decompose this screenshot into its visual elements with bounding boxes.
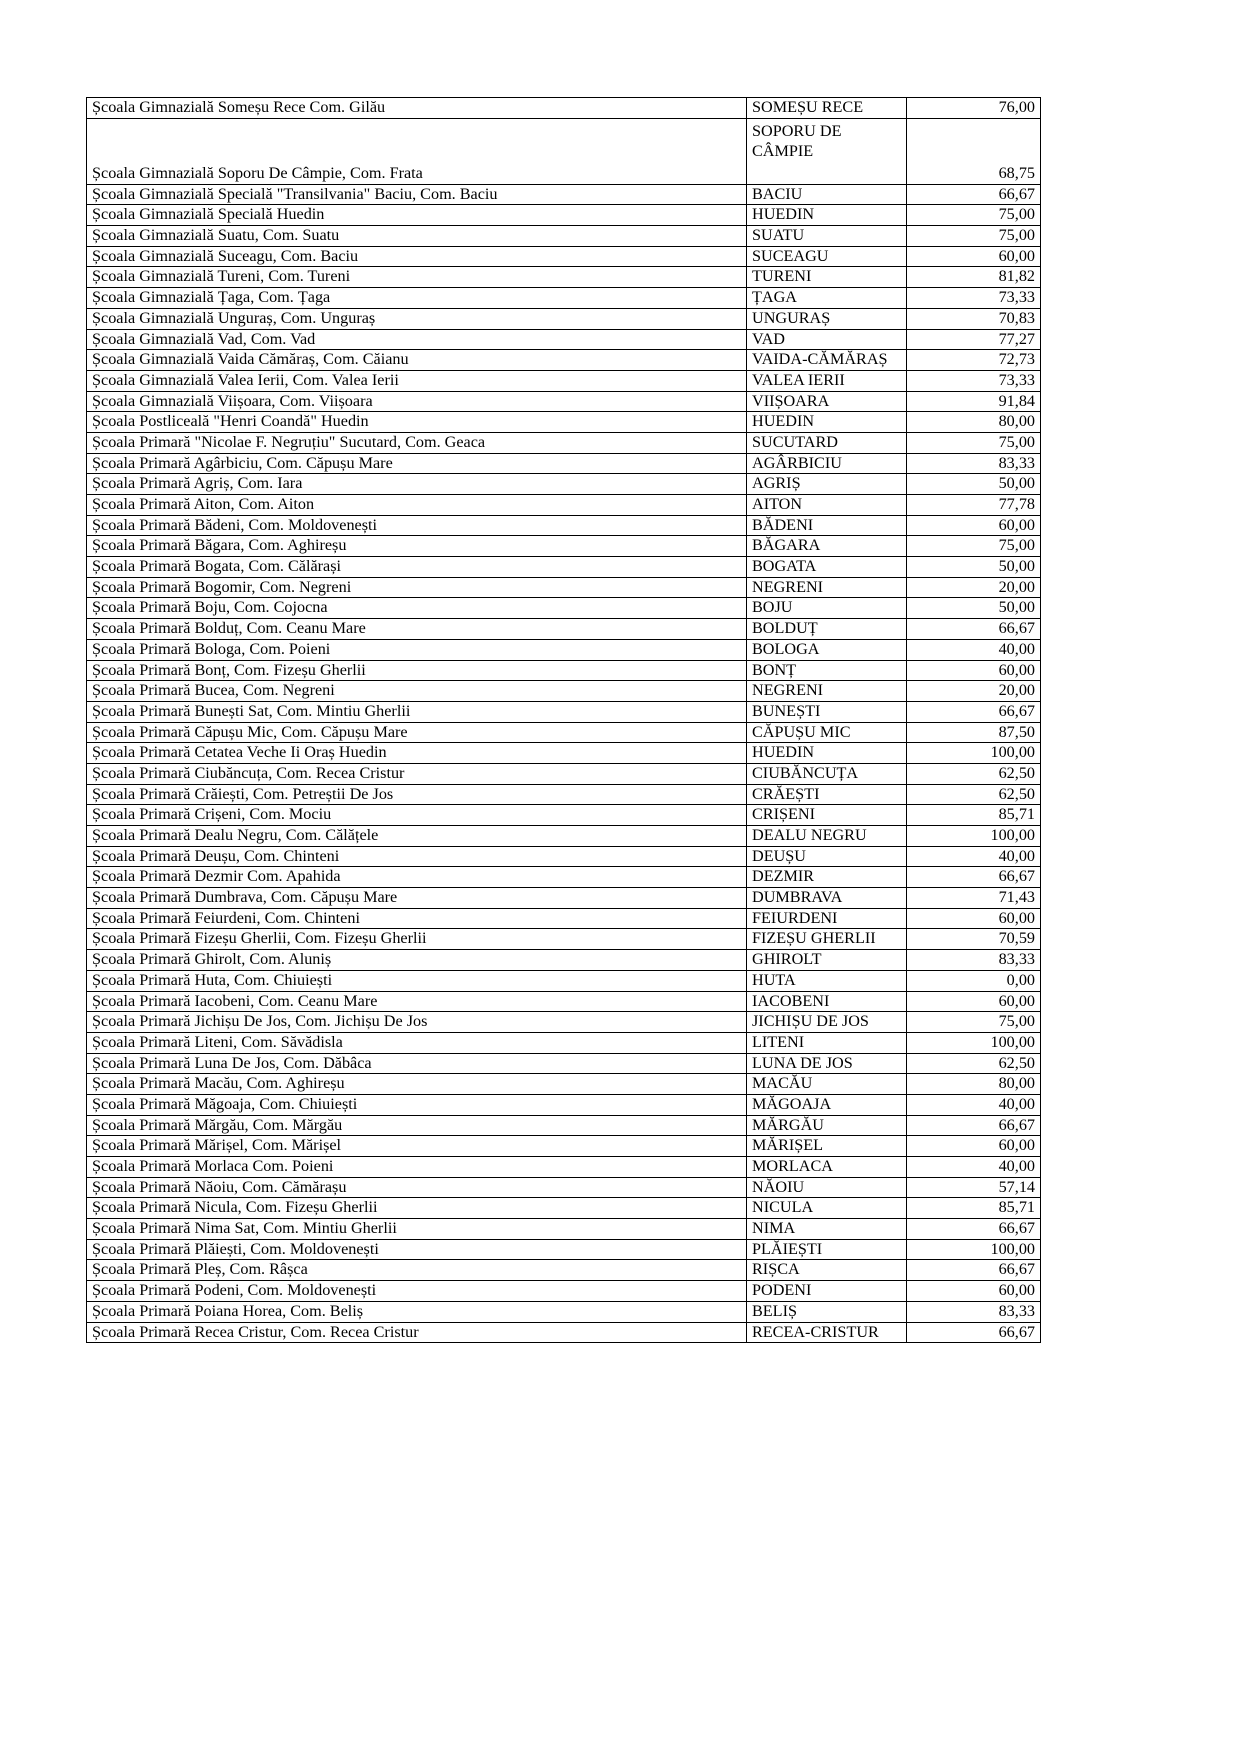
table-row	[87, 929, 1041, 950]
cell-value: 83,33	[907, 1301, 1041, 1322]
cell-unit-name: Școala Primară Ciubăncuța, Com. Recea Cristur	[87, 763, 747, 784]
cell-value: 60,00	[907, 660, 1041, 681]
cell-locality: BĂGARA	[747, 536, 907, 557]
cell-value: 75,00	[907, 205, 1041, 226]
cell-value: 66,67	[907, 1115, 1041, 1136]
table-row	[87, 908, 1041, 929]
cell-value: 81,82	[907, 267, 1041, 288]
cell-value: 60,00	[907, 991, 1041, 1012]
cell-locality: BOLOGA	[747, 639, 907, 660]
cell-value: 60,00	[907, 908, 1041, 929]
table-row	[87, 1239, 1041, 1260]
cell-locality: SOMEȘU RECE	[747, 98, 907, 119]
cell-value: 66,67	[907, 1260, 1041, 1281]
cell-value: 60,00	[907, 1281, 1041, 1302]
cell-locality: CRIȘENI	[747, 805, 907, 826]
cell-unit-name: Școala Primară Bolduț, Com. Ceanu Mare	[87, 619, 747, 640]
table-row	[87, 701, 1041, 722]
cell-unit-name: Școala Postliceală "Henri Coandă" Huedin	[87, 412, 747, 433]
cell-value: 70,83	[907, 308, 1041, 329]
cell-value: 71,43	[907, 888, 1041, 909]
table-row	[87, 370, 1041, 391]
schools-table	[86, 97, 1041, 1343]
table-row	[87, 1281, 1041, 1302]
cell-value: 50,00	[907, 557, 1041, 578]
cell-locality: BĂDENI	[747, 515, 907, 536]
cell-locality: BOLDUȚ	[747, 619, 907, 640]
table-row	[87, 639, 1041, 660]
table-row	[87, 1094, 1041, 1115]
table-row	[87, 743, 1041, 764]
cell-unit-name: Școala Primară Bunești Sat, Com. Mintiu Gherlii	[87, 701, 747, 722]
cell-locality: TURENI	[747, 267, 907, 288]
cell-value: 60,00	[907, 515, 1041, 536]
cell-unit-name: Școala Gimnazială Suatu, Com. Suatu	[87, 226, 747, 247]
cell-value: 75,00	[907, 226, 1041, 247]
table-row	[87, 205, 1041, 226]
table-row	[87, 308, 1041, 329]
cell-value: 72,73	[907, 350, 1041, 371]
table-row	[87, 619, 1041, 640]
cell-locality: LITENI	[747, 1032, 907, 1053]
cell-value: 87,50	[907, 722, 1041, 743]
table-row	[87, 950, 1041, 971]
cell-locality: PLĂIEȘTI	[747, 1239, 907, 1260]
cell-unit-name: Școala Gimnazială Viișoara, Com. Viișoara	[87, 391, 747, 412]
cell-value: 62,50	[907, 1053, 1041, 1074]
table-body	[87, 98, 1041, 1343]
table-row	[87, 1198, 1041, 1219]
cell-unit-name: Școala Primară Huta, Com. Chiuiești	[87, 970, 747, 991]
cell-unit-name: Școala Primară Nima Sat, Com. Mintiu Gherlii	[87, 1219, 747, 1240]
table-row	[87, 1322, 1041, 1343]
table-row	[87, 515, 1041, 536]
cell-value: 73,33	[907, 288, 1041, 309]
cell-value: 100,00	[907, 743, 1041, 764]
table-row	[87, 681, 1041, 702]
cell-unit-name: Școala Gimnazială Țaga, Com. Țaga	[87, 288, 747, 309]
table-row	[87, 1177, 1041, 1198]
table-row	[87, 184, 1041, 205]
cell-unit-name: Școala Primară Crișeni, Com. Mociu	[87, 805, 747, 826]
cell-locality: BOGATA	[747, 557, 907, 578]
cell-value: 66,67	[907, 184, 1041, 205]
table-row	[87, 722, 1041, 743]
cell-unit-name: Școala Primară Recea Cristur, Com. Recea Cristur	[87, 1322, 747, 1343]
cell-value: 66,67	[907, 701, 1041, 722]
cell-locality: HUEDIN	[747, 743, 907, 764]
cell-locality: CIUBĂNCUȚA	[747, 763, 907, 784]
table-row	[87, 991, 1041, 1012]
cell-locality: FIZEȘU GHERLII	[747, 929, 907, 950]
cell-locality: MACĂU	[747, 1074, 907, 1095]
cell-unit-name: Școala Primară Pleș, Com. Râșca	[87, 1260, 747, 1281]
table-row	[87, 1115, 1041, 1136]
cell-locality: DEZMIR	[747, 867, 907, 888]
cell-locality: MORLACA	[747, 1157, 907, 1178]
cell-value: 20,00	[907, 577, 1041, 598]
cell-unit-name: Școala Primară Bădeni, Com. Moldovenești	[87, 515, 747, 536]
cell-unit-name: Școala Primară Jichișu De Jos, Com. Jichișu De Jos	[87, 1012, 747, 1033]
cell-locality: SOPORU DE CÂMPIE	[747, 118, 907, 184]
cell-locality: CĂPUȘU MIC	[747, 722, 907, 743]
cell-unit-name: Școala Gimnazială Suceagu, Com. Baciu	[87, 246, 747, 267]
cell-locality: LUNA DE JOS	[747, 1053, 907, 1074]
cell-value: 80,00	[907, 412, 1041, 433]
cell-unit-name: Școala Gimnazială Tureni, Com. Tureni	[87, 267, 747, 288]
table-row	[87, 1301, 1041, 1322]
cell-unit-name: Școala Primară Morlaca Com. Poieni	[87, 1157, 747, 1178]
cell-value: 0,00	[907, 970, 1041, 991]
table-row	[87, 1157, 1041, 1178]
table-row	[87, 1074, 1041, 1095]
cell-locality: VAD	[747, 329, 907, 350]
cell-unit-name: Școala Primară Bologa, Com. Poieni	[87, 639, 747, 660]
cell-unit-name: Școala Primară Dumbrava, Com. Căpușu Mare	[87, 888, 747, 909]
cell-unit-name: Școala Primară Mărgău, Com. Mărgău	[87, 1115, 747, 1136]
cell-unit-name: Școala Primară Cetatea Veche Ii Oraș Huedin	[87, 743, 747, 764]
cell-locality: IACOBENI	[747, 991, 907, 1012]
cell-locality: AGÂRBICIU	[747, 453, 907, 474]
cell-value: 66,67	[907, 619, 1041, 640]
table-row	[87, 1053, 1041, 1074]
table-row	[87, 432, 1041, 453]
cell-value: 100,00	[907, 1032, 1041, 1053]
cell-locality: SUCEAGU	[747, 246, 907, 267]
table-row	[87, 536, 1041, 557]
table-row	[87, 577, 1041, 598]
cell-locality: HUEDIN	[747, 205, 907, 226]
table-row	[87, 412, 1041, 433]
cell-locality: VAIDA-CĂMĂRAȘ	[747, 350, 907, 371]
cell-locality: MĂGOAJA	[747, 1094, 907, 1115]
cell-unit-name: Școala Primară Măgoaja, Com. Chiuiești	[87, 1094, 747, 1115]
cell-unit-name: Școala Primară Boju, Com. Cojocna	[87, 598, 747, 619]
cell-unit-name: Școala Primară Ghirolt, Com. Aluniș	[87, 950, 747, 971]
table-row	[87, 970, 1041, 991]
cell-unit-name: Școala Primară Plăiești, Com. Moldovenești	[87, 1239, 747, 1260]
cell-unit-name: Școala Primară "Nicolae F. Negruțiu" Sucutard, Com. Geaca	[87, 432, 747, 453]
cell-locality: AGRIȘ	[747, 474, 907, 495]
cell-unit-name: Școala Primară Căpușu Mic, Com. Căpușu Mare	[87, 722, 747, 743]
cell-value: 77,27	[907, 329, 1041, 350]
cell-unit-name: Școala Primară Crăiești, Com. Petreștii De Jos	[87, 784, 747, 805]
cell-locality: CRĂEȘTI	[747, 784, 907, 805]
table-row	[87, 267, 1041, 288]
table-row	[87, 763, 1041, 784]
cell-value: 66,67	[907, 1322, 1041, 1343]
cell-unit-name: Școala Primară Iacobeni, Com. Ceanu Mare	[87, 991, 747, 1012]
table-row	[87, 98, 1041, 119]
cell-value: 68,75	[907, 118, 1041, 184]
cell-unit-name: Școala Primară Nicula, Com. Fizeșu Gherlii	[87, 1198, 747, 1219]
cell-unit-name: Școala Primară Luna De Jos, Com. Dăbâca	[87, 1053, 747, 1074]
cell-unit-name: Școala Primară Fizeșu Gherlii, Com. Fizeșu Gherlii	[87, 929, 747, 950]
table-row	[87, 826, 1041, 847]
cell-locality: BONȚ	[747, 660, 907, 681]
cell-unit-name: Școala Primară Mărișel, Com. Mărișel	[87, 1136, 747, 1157]
cell-locality: UNGURAȘ	[747, 308, 907, 329]
cell-unit-name: Școala Gimnazială Unguraș, Com. Unguraș	[87, 308, 747, 329]
cell-unit-name: Școala Primară Năoiu, Com. Cămărașu	[87, 1177, 747, 1198]
table-row	[87, 246, 1041, 267]
cell-unit-name: Școala Primară Bonț, Com. Fizeșu Gherlii	[87, 660, 747, 681]
cell-value: 85,71	[907, 805, 1041, 826]
cell-value: 50,00	[907, 598, 1041, 619]
cell-unit-name: Școala Primară Băgara, Com. Aghireșu	[87, 536, 747, 557]
cell-value: 66,67	[907, 1219, 1041, 1240]
table-row	[87, 1012, 1041, 1033]
cell-value: 73,33	[907, 370, 1041, 391]
cell-value: 40,00	[907, 1094, 1041, 1115]
cell-value: 100,00	[907, 826, 1041, 847]
cell-locality: HUTA	[747, 970, 907, 991]
cell-locality: ȚAGA	[747, 288, 907, 309]
cell-locality: NIMA	[747, 1219, 907, 1240]
cell-locality: NEGRENI	[747, 681, 907, 702]
table-row	[87, 1260, 1041, 1281]
table-row	[87, 846, 1041, 867]
cell-value: 75,00	[907, 536, 1041, 557]
table-row	[87, 660, 1041, 681]
cell-locality: NĂOIU	[747, 1177, 907, 1198]
cell-unit-name: Școala Primară Macău, Com. Aghireșu	[87, 1074, 747, 1095]
cell-locality: BOJU	[747, 598, 907, 619]
cell-locality: MĂRIȘEL	[747, 1136, 907, 1157]
cell-value: 50,00	[907, 474, 1041, 495]
table-row	[87, 598, 1041, 619]
cell-unit-name: Școala Primară Bogomir, Com. Negreni	[87, 577, 747, 598]
cell-locality: SUATU	[747, 226, 907, 247]
cell-value: 100,00	[907, 1239, 1041, 1260]
table-row	[87, 784, 1041, 805]
table-row	[87, 888, 1041, 909]
cell-locality: DEUȘU	[747, 846, 907, 867]
cell-locality: PODENI	[747, 1281, 907, 1302]
table-row	[87, 495, 1041, 516]
cell-locality: HUEDIN	[747, 412, 907, 433]
cell-value: 75,00	[907, 432, 1041, 453]
table-row	[87, 288, 1041, 309]
table-row	[87, 391, 1041, 412]
cell-unit-name: Școala Gimnazială Vad, Com. Vad	[87, 329, 747, 350]
cell-value: 62,50	[907, 784, 1041, 805]
cell-unit-name: Școala Gimnazială Vaida Cămăraș, Com. Căianu	[87, 350, 747, 371]
cell-locality: BACIU	[747, 184, 907, 205]
table-row	[87, 329, 1041, 350]
cell-unit-name: Școala Primară Aiton, Com. Aiton	[87, 495, 747, 516]
cell-locality: VALEA IERII	[747, 370, 907, 391]
cell-value: 40,00	[907, 846, 1041, 867]
table-row	[87, 1219, 1041, 1240]
cell-unit-name: Școala Primară Bucea, Com. Negreni	[87, 681, 747, 702]
table-row	[87, 867, 1041, 888]
cell-value: 20,00	[907, 681, 1041, 702]
cell-locality: GHIROLT	[747, 950, 907, 971]
cell-unit-name: Școala Primară Agârbiciu, Com. Căpușu Mare	[87, 453, 747, 474]
cell-value: 85,71	[907, 1198, 1041, 1219]
cell-value: 70,59	[907, 929, 1041, 950]
table-row	[87, 118, 1041, 184]
cell-value: 83,33	[907, 950, 1041, 971]
table-row	[87, 453, 1041, 474]
cell-locality: BELIȘ	[747, 1301, 907, 1322]
cell-unit-name: Școala Primară Podeni, Com. Moldovenești	[87, 1281, 747, 1302]
cell-value: 75,00	[907, 1012, 1041, 1033]
cell-value: 60,00	[907, 246, 1041, 267]
cell-locality: BUNEȘTI	[747, 701, 907, 722]
cell-locality: VIIȘOARA	[747, 391, 907, 412]
table-row	[87, 557, 1041, 578]
cell-locality: JICHIȘU DE JOS	[747, 1012, 907, 1033]
cell-locality: AITON	[747, 495, 907, 516]
cell-unit-name: Școala Primară Agriș, Com. Iara	[87, 474, 747, 495]
cell-locality: NEGRENI	[747, 577, 907, 598]
cell-unit-name: Școala Gimnazială Specială Huedin	[87, 205, 747, 226]
table-row	[87, 226, 1041, 247]
cell-value: 91,84	[907, 391, 1041, 412]
cell-unit-name: Școala Gimnazială Someșu Rece Com. Gilău	[87, 98, 747, 119]
cell-value: 80,00	[907, 1074, 1041, 1095]
cell-locality: MĂRGĂU	[747, 1115, 907, 1136]
table-row	[87, 474, 1041, 495]
cell-value: 40,00	[907, 639, 1041, 660]
cell-locality: RECEA-CRISTUR	[747, 1322, 907, 1343]
cell-unit-name: Școala Primară Dezmir Com. Apahida	[87, 867, 747, 888]
cell-unit-name: Școala Primară Bogata, Com. Călărași	[87, 557, 747, 578]
cell-unit-name: Școala Primară Feiurdeni, Com. Chinteni	[87, 908, 747, 929]
cell-locality: SUCUTARD	[747, 432, 907, 453]
table-row	[87, 1032, 1041, 1053]
cell-value: 77,78	[907, 495, 1041, 516]
cell-value: 66,67	[907, 867, 1041, 888]
cell-unit-name: Școala Primară Poiana Horea, Com. Beliș	[87, 1301, 747, 1322]
cell-value: 76,00	[907, 98, 1041, 119]
table-row	[87, 805, 1041, 826]
cell-locality: FEIURDENI	[747, 908, 907, 929]
cell-value: 83,33	[907, 453, 1041, 474]
cell-unit-name: Școala Primară Liteni, Com. Săvădisla	[87, 1032, 747, 1053]
cell-unit-name: Școala Gimnazială Valea Ierii, Com. Valea Ierii	[87, 370, 747, 391]
cell-value: 62,50	[907, 763, 1041, 784]
cell-unit-name: Școala Primară Deușu, Com. Chinteni	[87, 846, 747, 867]
cell-locality: DUMBRAVA	[747, 888, 907, 909]
cell-value: 60,00	[907, 1136, 1041, 1157]
table-row	[87, 1136, 1041, 1157]
cell-value: 57,14	[907, 1177, 1041, 1198]
cell-unit-name: Școala Gimnazială Soporu De Câmpie, Com. Frata	[87, 118, 747, 184]
cell-locality: DEALU NEGRU	[747, 826, 907, 847]
cell-value: 40,00	[907, 1157, 1041, 1178]
cell-unit-name: Școala Gimnazială Specială "Transilvania" Baciu, Com. Baciu	[87, 184, 747, 205]
cell-locality: NICULA	[747, 1198, 907, 1219]
cell-locality: RIȘCA	[747, 1260, 907, 1281]
table-row	[87, 350, 1041, 371]
cell-unit-name: Școala Primară Dealu Negru, Com. Călățele	[87, 826, 747, 847]
